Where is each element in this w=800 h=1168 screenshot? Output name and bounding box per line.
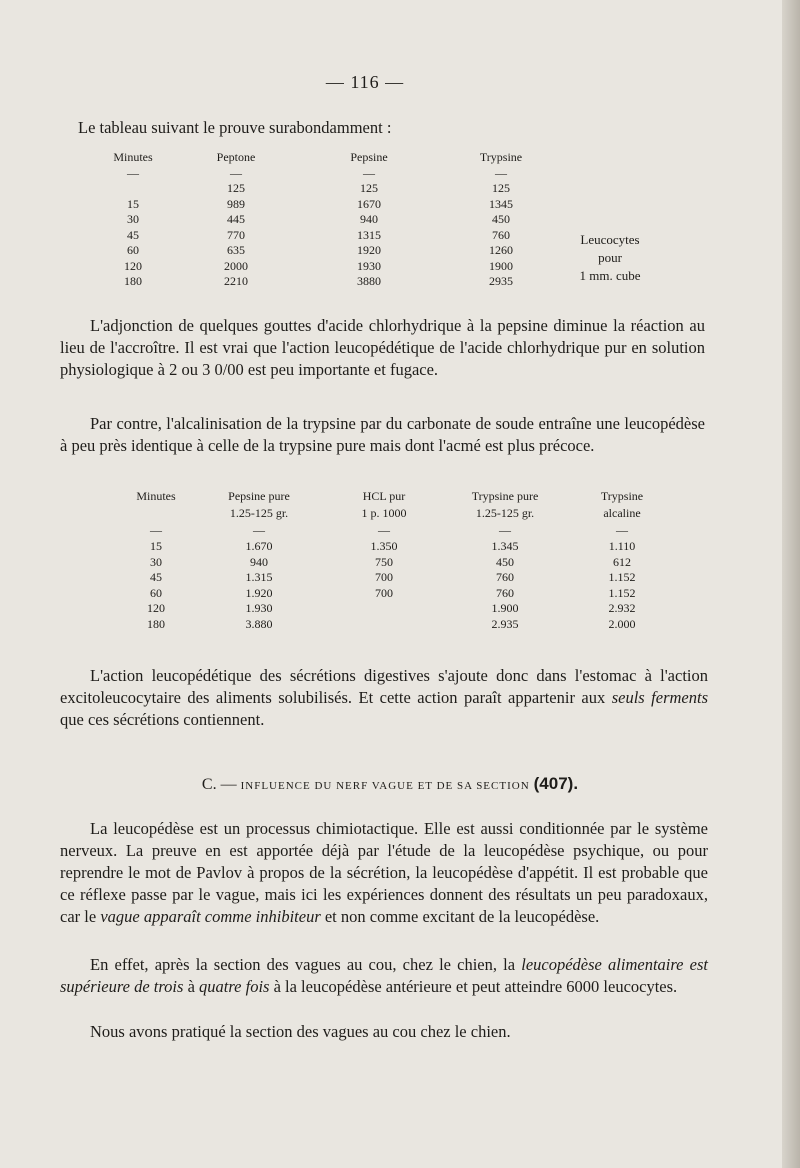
table-cell: 1315 xyxy=(357,227,381,242)
dash: — xyxy=(150,523,162,537)
paragraph-nervous-system xyxy=(60,818,708,928)
table-cell: 1.315 xyxy=(245,570,273,585)
table-cell: 450 xyxy=(492,212,510,227)
paragraph-text: à la leucopédèse antérieure et peut atteindre 6000 leucocytes. xyxy=(269,977,678,996)
table-header-row xyxy=(96,150,566,166)
col-header-trypsine-alcaline: Trypsine xyxy=(600,489,644,503)
table-cell: 1260 xyxy=(489,243,513,258)
table-cell: 120 xyxy=(124,258,142,273)
table-cell xyxy=(324,601,444,617)
col-header-minutes: Minutes xyxy=(136,489,176,503)
table-cell: 445 xyxy=(227,212,245,227)
note-line: 1 mm. cube xyxy=(579,268,641,283)
col-subheader xyxy=(118,505,194,522)
table-cell: 15 xyxy=(150,539,162,554)
heading-prefix: C. — xyxy=(201,776,241,793)
table-cell: 60 xyxy=(150,585,162,600)
table-cell: 125 xyxy=(227,181,245,196)
table-cell: 2.935 xyxy=(491,616,519,631)
dash: — xyxy=(378,523,390,537)
emphasis-text: quatre fois xyxy=(199,977,270,996)
paragraph-conclusion xyxy=(60,665,708,731)
col-header-trypsine: Trypsine xyxy=(479,150,523,165)
table-cell: 120 xyxy=(147,601,165,616)
page-edge xyxy=(782,0,800,1168)
table-cell: 770 xyxy=(227,227,245,242)
table-cell: 125 xyxy=(360,181,378,196)
dash: — xyxy=(230,165,242,180)
table-cell: 760 xyxy=(492,227,510,242)
paragraph-text: L'adjonction de quelques gouttes d'acide chlorhydrique à la pepsine diminue la réaction au lieu de l'accroître. Il est vrai que l'action leucopédétique de l'acide chlorhydrique pur en solution physiologique à 2 ou 3 0/00 est peu importante et fugace. xyxy=(60,316,705,379)
col-header-pepsine-pure: Pepsine pure xyxy=(228,489,290,503)
paragraph-final xyxy=(60,1021,708,1043)
note-line: pour xyxy=(598,250,622,265)
table-dash-row xyxy=(96,166,566,182)
table-cell xyxy=(96,181,170,197)
table-cell: 1.152 xyxy=(608,585,636,600)
section-heading xyxy=(0,774,780,794)
paragraph-text: Par contre, l'alcalinisation de la trypsine par du carbonate de soude entraîne une leucopédèse à peu près identique à celle de la trypsine pure mais dont l'acmé est plus précoce. xyxy=(60,414,705,455)
table-cell: 760 xyxy=(496,570,514,585)
table-cell: 180 xyxy=(124,274,142,289)
table-row xyxy=(118,539,678,555)
table-cell: 635 xyxy=(227,243,245,258)
col-header-pepsine: Pepsine xyxy=(350,150,388,165)
paragraph-text: et non comme excitant de la leucopédèse. xyxy=(320,907,600,926)
paragraph-hcl xyxy=(60,315,705,381)
col-header-minutes: Minutes xyxy=(113,150,153,165)
table-cell: 45 xyxy=(127,227,139,242)
table-cell: 1.930 xyxy=(245,601,273,616)
table-row xyxy=(118,617,678,633)
table-cell: 940 xyxy=(250,554,268,569)
emphasis-text: vague apparaît comme inhibiteur xyxy=(100,907,321,926)
table-cell: 30 xyxy=(127,212,139,227)
heading-text: INFLUENCE DU NERF VAGUE ET DE SA SECTION xyxy=(240,780,530,792)
table-leucocytes xyxy=(96,150,566,290)
paragraph-text: La leucopédèse est un processus chimiotactique. Elle est aussi conditionnée par le système nerveux. La preuve en est apportée déjà par l'étude de la leucopédèse psychique, ou pour reprendre le mot de Pavlov à propos de la sécrétion, la leucopédèse d'appétit. Il est probable que ce réflexe passe par le vague, mais ici les expériences donnent des résultats un peu paradoxaux, car le xyxy=(60,819,708,926)
table-cell: 450 xyxy=(496,554,514,569)
table-dash-row xyxy=(118,522,678,539)
table-row xyxy=(118,570,678,586)
col-subheader: 1.25-125 gr. xyxy=(229,506,289,520)
intro-text: Le tableau suivant le prouve surabondamment : xyxy=(78,118,392,137)
heading-reference: (407). xyxy=(533,774,579,793)
page-number: — 116 — xyxy=(325,72,405,92)
table-secretions xyxy=(118,488,678,632)
paragraph-text: Nous avons pratiqué la section des vagues au cou chez le chien. xyxy=(90,1022,511,1041)
dash: — xyxy=(253,523,265,537)
table-cell: 612 xyxy=(613,554,631,569)
table-cell: 700 xyxy=(375,570,393,585)
table-cell: 1.110 xyxy=(608,539,636,554)
col-subheader: alcaline xyxy=(603,506,641,520)
paragraph-alkaline xyxy=(60,413,705,457)
table-cell: 45 xyxy=(150,570,162,585)
table-cell: 1670 xyxy=(357,196,381,211)
table-cell: 2.000 xyxy=(608,616,636,631)
table-cell: 3.880 xyxy=(245,616,273,631)
table-cell: 30 xyxy=(150,554,162,569)
col-header-peptone: Peptone xyxy=(216,150,256,165)
table-cell: 2000 xyxy=(224,258,248,273)
table-cell: 1.152 xyxy=(608,570,636,585)
leucocytes-note xyxy=(560,231,660,285)
table-row xyxy=(96,259,566,275)
table-cell: 1900 xyxy=(489,258,513,273)
dash: — xyxy=(499,523,511,537)
col-subheader: 1 p. 1000 xyxy=(361,506,407,520)
table-row xyxy=(96,181,566,197)
table-cell: 700 xyxy=(375,585,393,600)
paragraph-text: que ces sécrétions contiennent. xyxy=(60,710,265,729)
table-cell: 180 xyxy=(147,616,165,631)
table-row xyxy=(96,243,566,259)
dash: — xyxy=(616,523,628,537)
dash: — xyxy=(495,165,507,180)
table-cell: 2935 xyxy=(489,274,513,289)
paragraph-section-effect xyxy=(60,954,708,998)
col-subheader: 1.25-125 gr. xyxy=(475,506,535,520)
table-cell: 1.345 xyxy=(491,539,519,554)
table-row xyxy=(96,274,566,290)
table-cell: 1920 xyxy=(357,243,381,258)
table-cell: 940 xyxy=(360,212,378,227)
table-cell: 1930 xyxy=(357,258,381,273)
table-cell: 1.670 xyxy=(245,539,273,554)
table-cell: 1345 xyxy=(489,196,513,211)
table-row xyxy=(96,228,566,244)
paragraph-text: à xyxy=(183,977,200,996)
table-cell: 15 xyxy=(127,196,139,211)
table-cell: 1.920 xyxy=(245,585,273,600)
dash: — xyxy=(363,165,375,180)
table-cell: 125 xyxy=(492,181,510,196)
note-line: Leucocytes xyxy=(580,232,640,247)
table-row xyxy=(96,197,566,213)
table-cell: 2.932 xyxy=(608,601,636,616)
col-header-hcl: HCL pur xyxy=(362,489,406,503)
table-cell: 750 xyxy=(375,554,393,569)
table-cell xyxy=(324,617,444,633)
table-header-row xyxy=(118,505,678,522)
emphasis-text: seuls ferments xyxy=(611,688,708,707)
table-row xyxy=(118,586,678,602)
col-header-trypsine-pure: Trypsine pure xyxy=(471,489,539,503)
table-cell: 760 xyxy=(496,585,514,600)
table-cell: 60 xyxy=(127,243,139,258)
table-row xyxy=(118,555,678,571)
table-cell: 2210 xyxy=(224,274,248,289)
emphasis-text: leucopédèse alimentaire est supérieure de trois xyxy=(60,955,708,996)
table-row xyxy=(96,212,566,228)
table-cell: 1.350 xyxy=(370,539,398,554)
paragraph-text: En effet, après la section des vagues au cou, chez le chien, la xyxy=(90,955,522,974)
table-cell: 989 xyxy=(227,196,245,211)
table-header-row xyxy=(118,488,678,505)
table-cell: 1.900 xyxy=(491,601,519,616)
table-row xyxy=(118,601,678,617)
paragraph-text: L'action leucopédétique des sécrétions digestives s'ajoute donc dans l'estomac à l'action excitoleucocytaire des aliments solubilisés. Et cette action paraît appartenir aux xyxy=(60,666,708,707)
dash: — xyxy=(127,165,139,180)
table-cell: 3880 xyxy=(357,274,381,289)
